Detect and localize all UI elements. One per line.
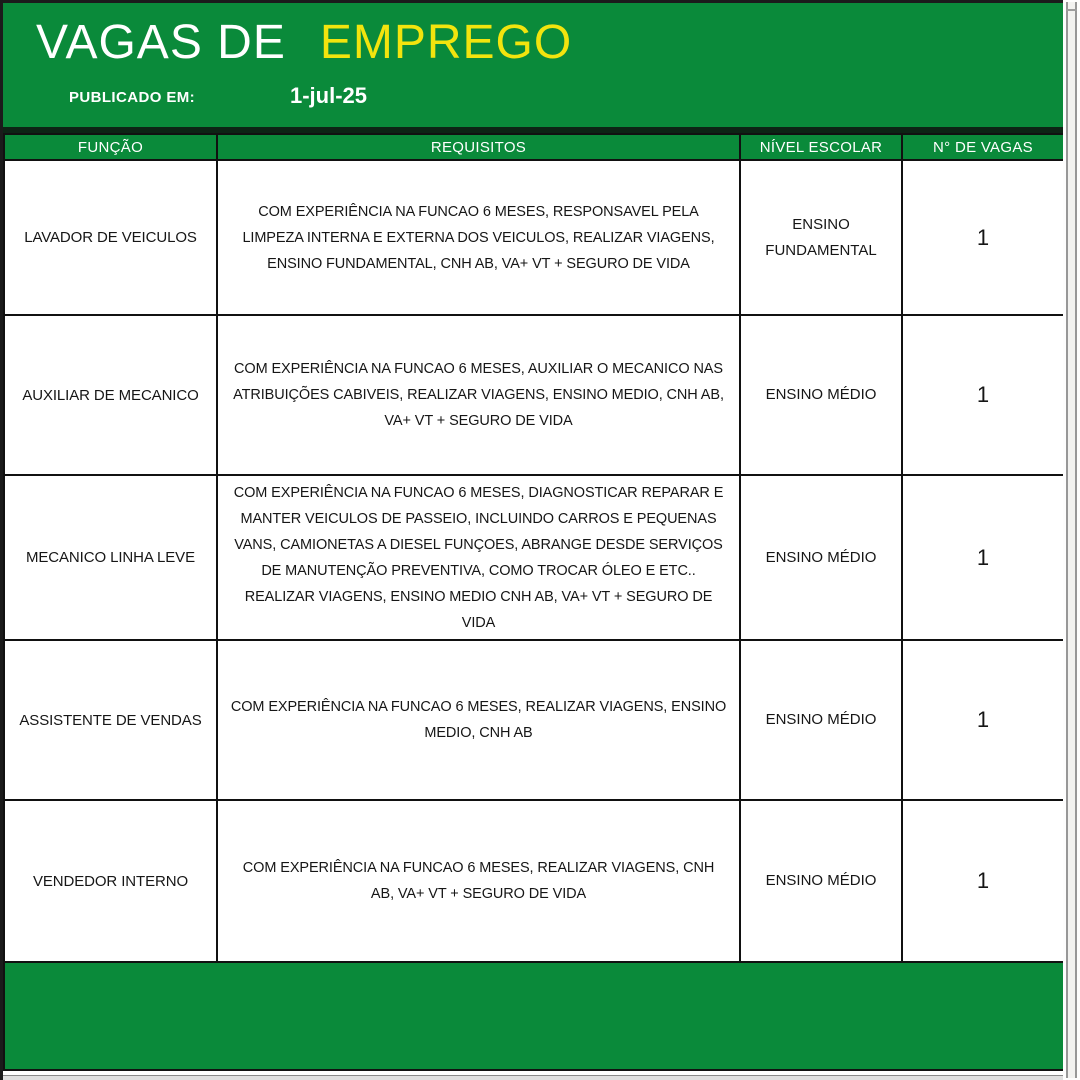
table-row: [4, 315, 1064, 475]
cell-n-de-vagas: 1: [902, 160, 1064, 315]
cell-n-de-vagas: 1: [902, 315, 1064, 475]
cell-nivel-escolar: ENSINO MÉDIO: [740, 800, 902, 962]
footer-band: [4, 962, 1064, 1070]
cell-n-de-vagas: 1: [902, 640, 1064, 800]
cell-funcao: LAVADOR DE VEICULOS: [4, 160, 217, 315]
cell-nivel-escolar: ENSINO MÉDIO: [740, 475, 902, 640]
jobs-table: [3, 133, 1065, 1071]
cell-nivel-escolar: ENSINO FUNDAMENTAL: [740, 160, 902, 315]
cell-requisitos: COM EXPERIÊNCIA NA FUNCAO 6 MESES, REALIZAR VIAGENS, CNH AB, VA+ VT + SEGURO DE VIDA: [217, 800, 740, 962]
column-header-n-de-vagas: N° DE VAGAS: [902, 134, 1064, 160]
vertical-scrollbar[interactable]: [1063, 0, 1080, 1080]
column-header-nivel-escolar: NÍVEL ESCOLAR: [740, 134, 902, 160]
table-row: [4, 475, 1064, 640]
column-header-requisitos: REQUISITOS: [217, 134, 740, 160]
scrollbar-top-cap: [1066, 9, 1077, 11]
cell-n-de-vagas: 1: [902, 800, 1064, 962]
cell-nivel-escolar: ENSINO MÉDIO: [740, 640, 902, 800]
published-label: PUBLICADO EM:: [69, 89, 196, 106]
table-row: [4, 640, 1064, 800]
footer-row: [4, 962, 1064, 1070]
cell-funcao: VENDEDOR INTERNO: [4, 800, 217, 962]
title-accent: EMPREGO: [319, 16, 573, 69]
header-row: [4, 134, 1064, 160]
published-date: 1-jul-25: [290, 83, 368, 108]
cell-funcao: ASSISTENTE DE VENDAS: [4, 640, 217, 800]
column-header-funcao: FUNÇÃO: [4, 134, 217, 160]
cell-requisitos: COM EXPERIÊNCIA NA FUNCAO 6 MESES, REALIZAR VIAGENS, ENSINO MEDIO, CNH AB: [217, 640, 740, 800]
title-primary: VAGAS DE: [36, 16, 286, 69]
cell-requisitos: COM EXPERIÊNCIA NA FUNCAO 6 MESES, AUXILIAR O MECANICO NAS ATRIBUIÇÕES CABIVEIS, REALIZAR VIAGENS, ENSINO MEDIO, CNH AB, VA+ VT + SEGURO DE VIDA: [217, 315, 740, 475]
cell-n-de-vagas: 1: [902, 475, 1064, 640]
table-row: [4, 800, 1064, 962]
page-title: [36, 15, 572, 70]
cell-funcao: MECANICO LINHA LEVE: [4, 475, 217, 640]
cell-requisitos: COM EXPERIÊNCIA NA FUNCAO 6 MESES, DIAGNOSTICAR REPARAR E MANTER VEICULOS DE PASSEIO, INCLUINDO CARROS E PEQUENAS VANS, CAMIONETAS A DIESEL FUNÇOES, ABRANGE DESDE SERVIÇOS DE MANUTENÇÃO PREVENTIVA, COMO TROCAR ÓLEO E ETC.. REALIZAR VIAGENS, ENSINO MEDIO CNH AB, VA+ VT + SEGURO DE VIDA: [217, 475, 740, 640]
table-row: [4, 160, 1064, 315]
bottom-edge-strip: [3, 1075, 1066, 1080]
banner: [3, 3, 1063, 133]
scrollbar-track[interactable]: [1066, 2, 1077, 1078]
cell-nivel-escolar: ENSINO MÉDIO: [740, 315, 902, 475]
cell-requisitos: COM EXPERIÊNCIA NA FUNCAO 6 MESES, RESPONSAVEL PELA LIMPEZA INTERNA E EXTERNA DOS VEICULOS, REALIZAR VIAGENS, ENSINO FUNDAMENTAL, CNH AB, VA+ VT + SEGURO DE VIDA: [217, 160, 740, 315]
cell-funcao: AUXILIAR DE MECANICO: [4, 315, 217, 475]
